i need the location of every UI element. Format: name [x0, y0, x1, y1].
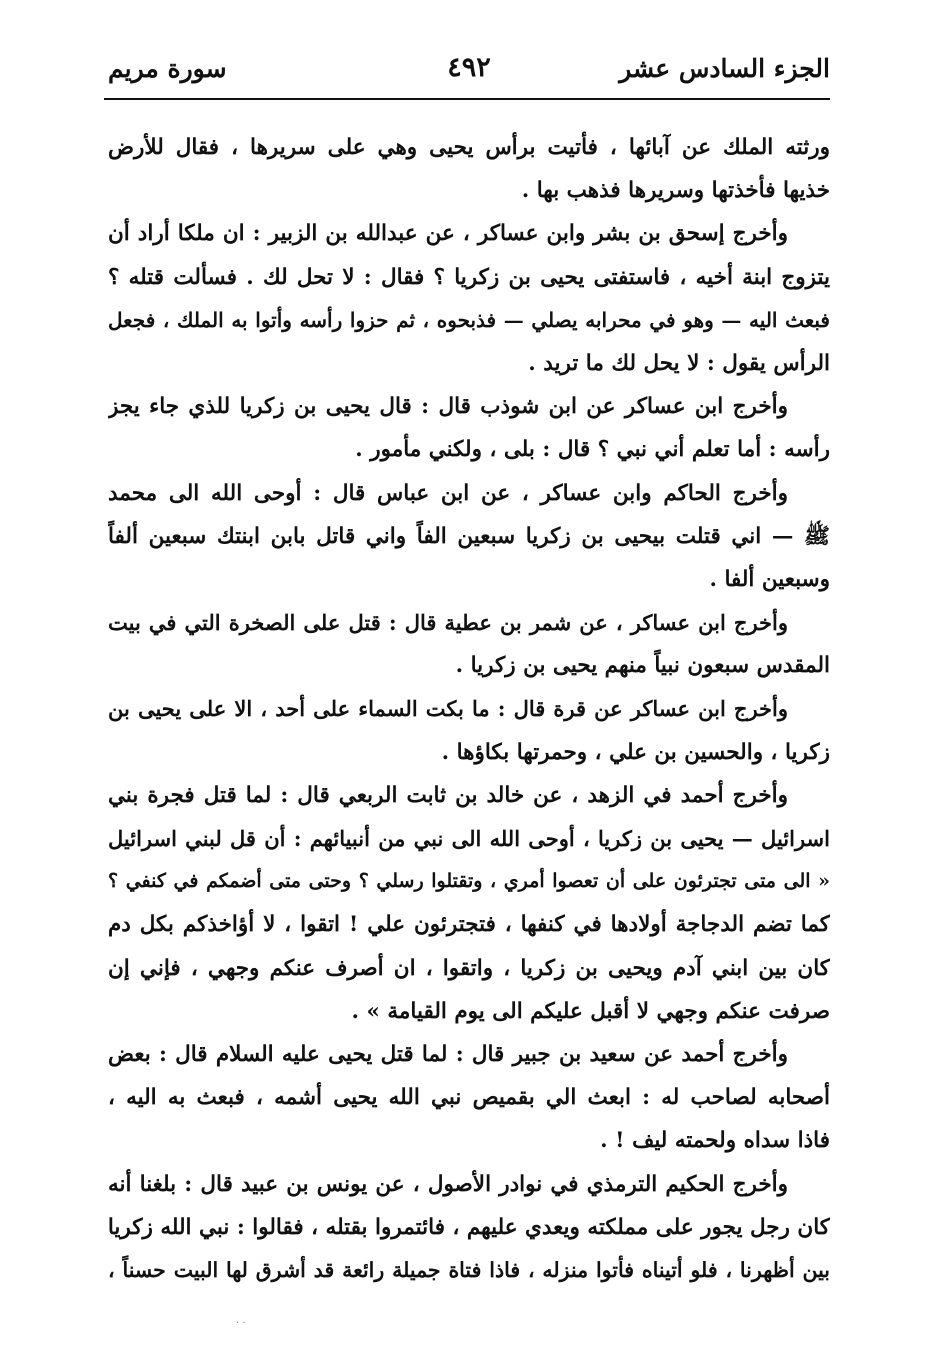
text-line: وأخرج الحاكم وابن عساكر ، عن ابن عباس قال : أوحى الله الى محمد — [108, 480, 788, 506]
text-line: خذيها فأخذتها وسريرها فذهب بها . — [521, 178, 830, 204]
text-line: أصحابه لصاحب له : ابعث الي بقميص نبي الله يحيى أشمه ، فبعث به اليه ، — [108, 1085, 830, 1111]
text-line: زكريا ، والحسين بن علي ، وحمرتها بكاؤها . — [441, 739, 830, 765]
page-header — [108, 48, 830, 100]
text-line: فاذا سداه ولحمته ليف ! . — [600, 1128, 830, 1154]
text-line: « الى متى تجترئون على أن تعصوا أمري ، وتقتلوا رسلي ؟ وحتى متى أضمكم في كنفي ؟ — [108, 870, 830, 893]
surah-title: سورة مريم — [108, 54, 227, 83]
text-line: وأخرج أحمد في الزهد ، عن خالد بن ثابت الربعي قال : لما قتل فجرة بني — [108, 782, 788, 808]
text-line: وأخرج إسحق بن بشر وابن عساكر ، عن عبدالله بن الزبير : ان ملكا أراد أن — [108, 221, 788, 247]
text-line: اسرائيل — يحيى بن زكريا ، أوحى الله الى نبي من أنبيائهم : أن قل لبني اسرائيل — [108, 826, 830, 851]
text-line: يتزوج ابنة أخيه ، فاستفتى يحيى بن زكريا ؟ فقال : لا تحل لك . فسألت قتله ؟ — [108, 264, 830, 290]
page-body — [108, 126, 830, 1292]
text-line: وأخرج ابن عساكر ، عن شمر بن عطية قال : قتل على الصخرة التي في بيت — [108, 610, 788, 636]
text-line: وأخرج ابن عساكر عن ابن شوذب قال : قال يحيى بن زكريا للذي جاء يجز — [108, 394, 788, 420]
text-line: فبعث اليه — وهو في محرابه يصلي — فذبحوه ، ثم حزوا رأسه وأتوا به الملك ، فجعل — [108, 307, 830, 332]
text-line: وسبعين ألفا . — [709, 566, 830, 592]
text-line: الرأس يقول : لا يحل لك ما تريد . — [528, 350, 830, 376]
scan-specks: · · — [236, 1318, 246, 1329]
text-line: المقدس سبعون نبياً منهم يحيى بن زكريا . — [455, 653, 830, 679]
text-line: كان رجل يجور على مملكته ويعدي عليهم ، فائتمروا بقتله ، فقالوا : نبي الله زكريا — [108, 1214, 830, 1240]
text-line: ورثته الملك عن آبائها ، فأتيت برأس يحيى وهي على سريرها ، فقال للأرض — [108, 135, 830, 160]
text-line: وأخرج ابن عساكر عن قرة قال : ما بكت السماء على أحد ، الا على يحيى بن — [108, 696, 788, 722]
page-number: ٤٩٢ — [447, 52, 491, 83]
text-line: رأسه : أما تعلم أني نبي ؟ قال : بلى ، ولكني مأمور . — [355, 437, 830, 463]
text-line: كان بين ابني آدم ويحيى بن زكريا ، واتقوا ، ان أصرف عنكم وجهي ، فإني إن — [108, 955, 830, 981]
text-line: وأخرج أحمد عن سعيد بن جبير قال : لما قتل يحيى عليه السلام قال : بعض — [108, 1041, 788, 1067]
text-line: ﷺ — اني قتلت بيحيى بن زكريا سبعين الفاً واني قاتل بابن ابنتك سبعين ألفاً — [108, 523, 830, 549]
text-line: صرفت عنكم وجهي لا أقبل عليكم الى يوم القيامة » . — [351, 998, 830, 1024]
text-line: وأخرج الحكيم الترمذي في نوادر الأصول ، عن يونس بن عبيد قال : بلغنا أنه — [108, 1171, 788, 1197]
text-line: كما تضم الدجاجة أولادها في كنفها ، فتجترئون علي ! اتقوا ، لا أؤاخذكم بكل دم — [108, 912, 830, 938]
header-divider — [104, 98, 830, 100]
text-line: بين أظهرنا ، فلو أتيناه فأتوا منزله ، فاذا فتاة جميلة رائعة قد أشرق لها البيت حسناً ، — [108, 1257, 830, 1282]
volume-title: الجزء السادس عشر — [619, 54, 830, 83]
